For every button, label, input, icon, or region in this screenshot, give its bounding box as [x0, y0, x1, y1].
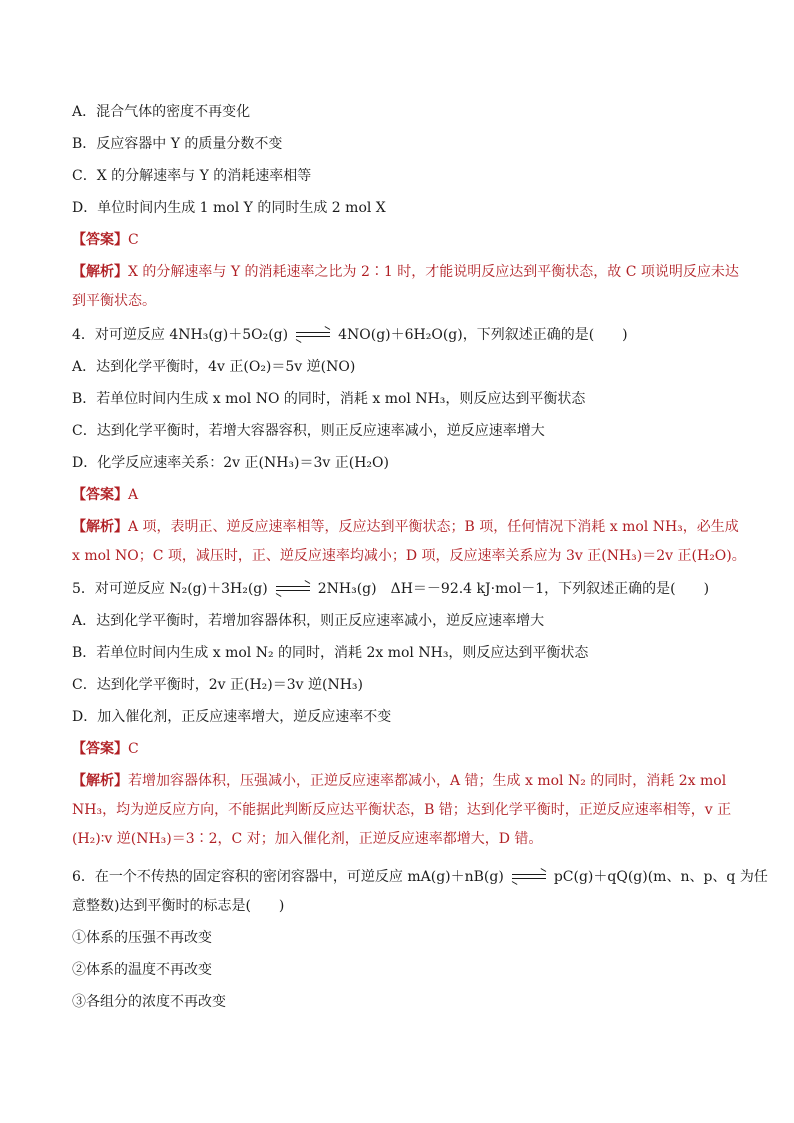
- q4-option-d: D．化学反应速率关系：2v 正(NH₃)＝3v 正(H₂O): [72, 455, 389, 471]
- q5-analysis-line1: [72, 772, 726, 790]
- equilibrium-arrow-icon: [276, 584, 310, 594]
- q4-option-b: B．若单位时间内生成 x mol NO 的同时，消耗 x mol NH₃，则反应达到平衡状态: [72, 391, 586, 407]
- q6-stem-left: 6．在一个不传热的固定容积的密闭容器中，可逆反应 mA(g)＋nB(g): [72, 869, 504, 885]
- q3-analysis-line2: 到平衡状态。: [72, 293, 156, 309]
- answer-tag: 【答案】: [72, 487, 128, 503]
- q4-analysis-line2: x mol NO；C 项，减压时，正、逆反应速率均减小；D 项，反应速率关系应为 3v 正(NH₃)＝2v 正(H₂O)。: [72, 548, 746, 564]
- equilibrium-arrow-icon: [296, 330, 330, 340]
- q5-analysis-line3: (H₂)∶v 逆(NH₃)＝3∶2，C 对；加入催化剂，正逆反应速率都增大，D 错。: [72, 831, 543, 847]
- q6-stem-right: pC(g)＋qQ(g)(m、n、p、q 为任: [553, 869, 768, 885]
- q5-option-d: D．加入催化剂，正反应速率增大，逆反应速率不变: [72, 709, 392, 725]
- q4-option-c: C．达到化学平衡时，若增大容器容积，则正反应速率减小，逆反应速率增大: [72, 423, 545, 439]
- q5-option-a: A．达到化学平衡时，若增加容器体积，则正反应速率减小，逆反应速率增大: [72, 613, 545, 629]
- q5-stem-left: 5．对可逆反应 N₂(g)＋3H₂(g): [72, 581, 268, 597]
- q5-answer: [72, 740, 139, 758]
- q3-option-b: B．反应容器中 Y 的质量分数不变: [72, 136, 283, 152]
- q6-item-2: ②体系的温度不再改变: [72, 962, 212, 978]
- q4-analysis-line1: [72, 518, 739, 536]
- analysis-tag: 【解析】: [72, 773, 128, 789]
- q3-option-a: A．混合气体的密度不再变化: [72, 104, 251, 120]
- q6-item-3: ③各组分的浓度不再改变: [72, 994, 226, 1010]
- q5-stem-right: 2NH₃(g) ΔH＝－92.4 kJ·mol－1，下列叙述正确的是( ): [317, 581, 710, 597]
- q5-stem: [72, 580, 709, 598]
- q3-option-c: C．X 的分解速率与 Y 的消耗速率相等: [72, 168, 312, 184]
- q3-answer: [72, 231, 139, 249]
- q5-analysis-line2: NH₃，均为逆反应方向，不能据此判断反应达平衡状态，B 错；达到化学平衡时，正逆反应速率相等，v 正: [72, 802, 732, 818]
- q4-option-a: A．达到化学平衡时，4v 正(O₂)＝5v 逆(NO): [72, 359, 356, 375]
- q4-answer: [72, 486, 138, 504]
- q3-analysis-line1: [72, 263, 739, 281]
- q4-stem-left: 4．对可逆反应 4NH₃(g)＋5O₂(g): [72, 327, 289, 343]
- q4-stem-right: 4NO(g)＋6H₂O(g)，下列叙述正确的是( ): [338, 327, 628, 343]
- analysis-text: 若增加容器体积，压强减小，正逆反应速率都减小，A 错；生成 x mol N₂ 的同时，消耗 2x mol: [128, 773, 727, 789]
- q6-stem: [72, 868, 768, 886]
- q5-option-b: B．若单位时间内生成 x mol N₂ 的同时，消耗 2x mol NH₃，则反应达到平衡状态: [72, 645, 589, 661]
- answer-tag: 【答案】: [72, 741, 128, 757]
- q6-stem-line2: 意整数)达到平衡时的标志是( ): [72, 898, 285, 914]
- q5-option-c: C．达到化学平衡时，2v 正(H₂)＝3v 逆(NH₃): [72, 677, 363, 693]
- analysis-text: A 项，表明正、逆反应速率相等，反应达到平衡状态；B 项，任何情况下消耗 x mol NH₃，必生成: [128, 519, 739, 535]
- q3-option-d: D．单位时间内生成 1 mol Y 的同时生成 2 mol X: [72, 200, 386, 216]
- analysis-text: X 的分解速率与 Y 的消耗速率之比为 2∶1 时，才能说明反应达到平衡状态，故 C 项说明反应未达: [128, 264, 739, 280]
- q6-item-1: ①体系的压强不再改变: [72, 930, 212, 946]
- equilibrium-arrow-icon: [512, 872, 546, 882]
- answer-value: C: [128, 741, 139, 757]
- analysis-tag: 【解析】: [72, 519, 128, 535]
- answer-value: C: [128, 232, 139, 248]
- q4-stem: [72, 326, 628, 344]
- answer-tag: 【答案】: [72, 232, 128, 248]
- answer-value: A: [128, 487, 139, 503]
- analysis-tag: 【解析】: [72, 264, 128, 280]
